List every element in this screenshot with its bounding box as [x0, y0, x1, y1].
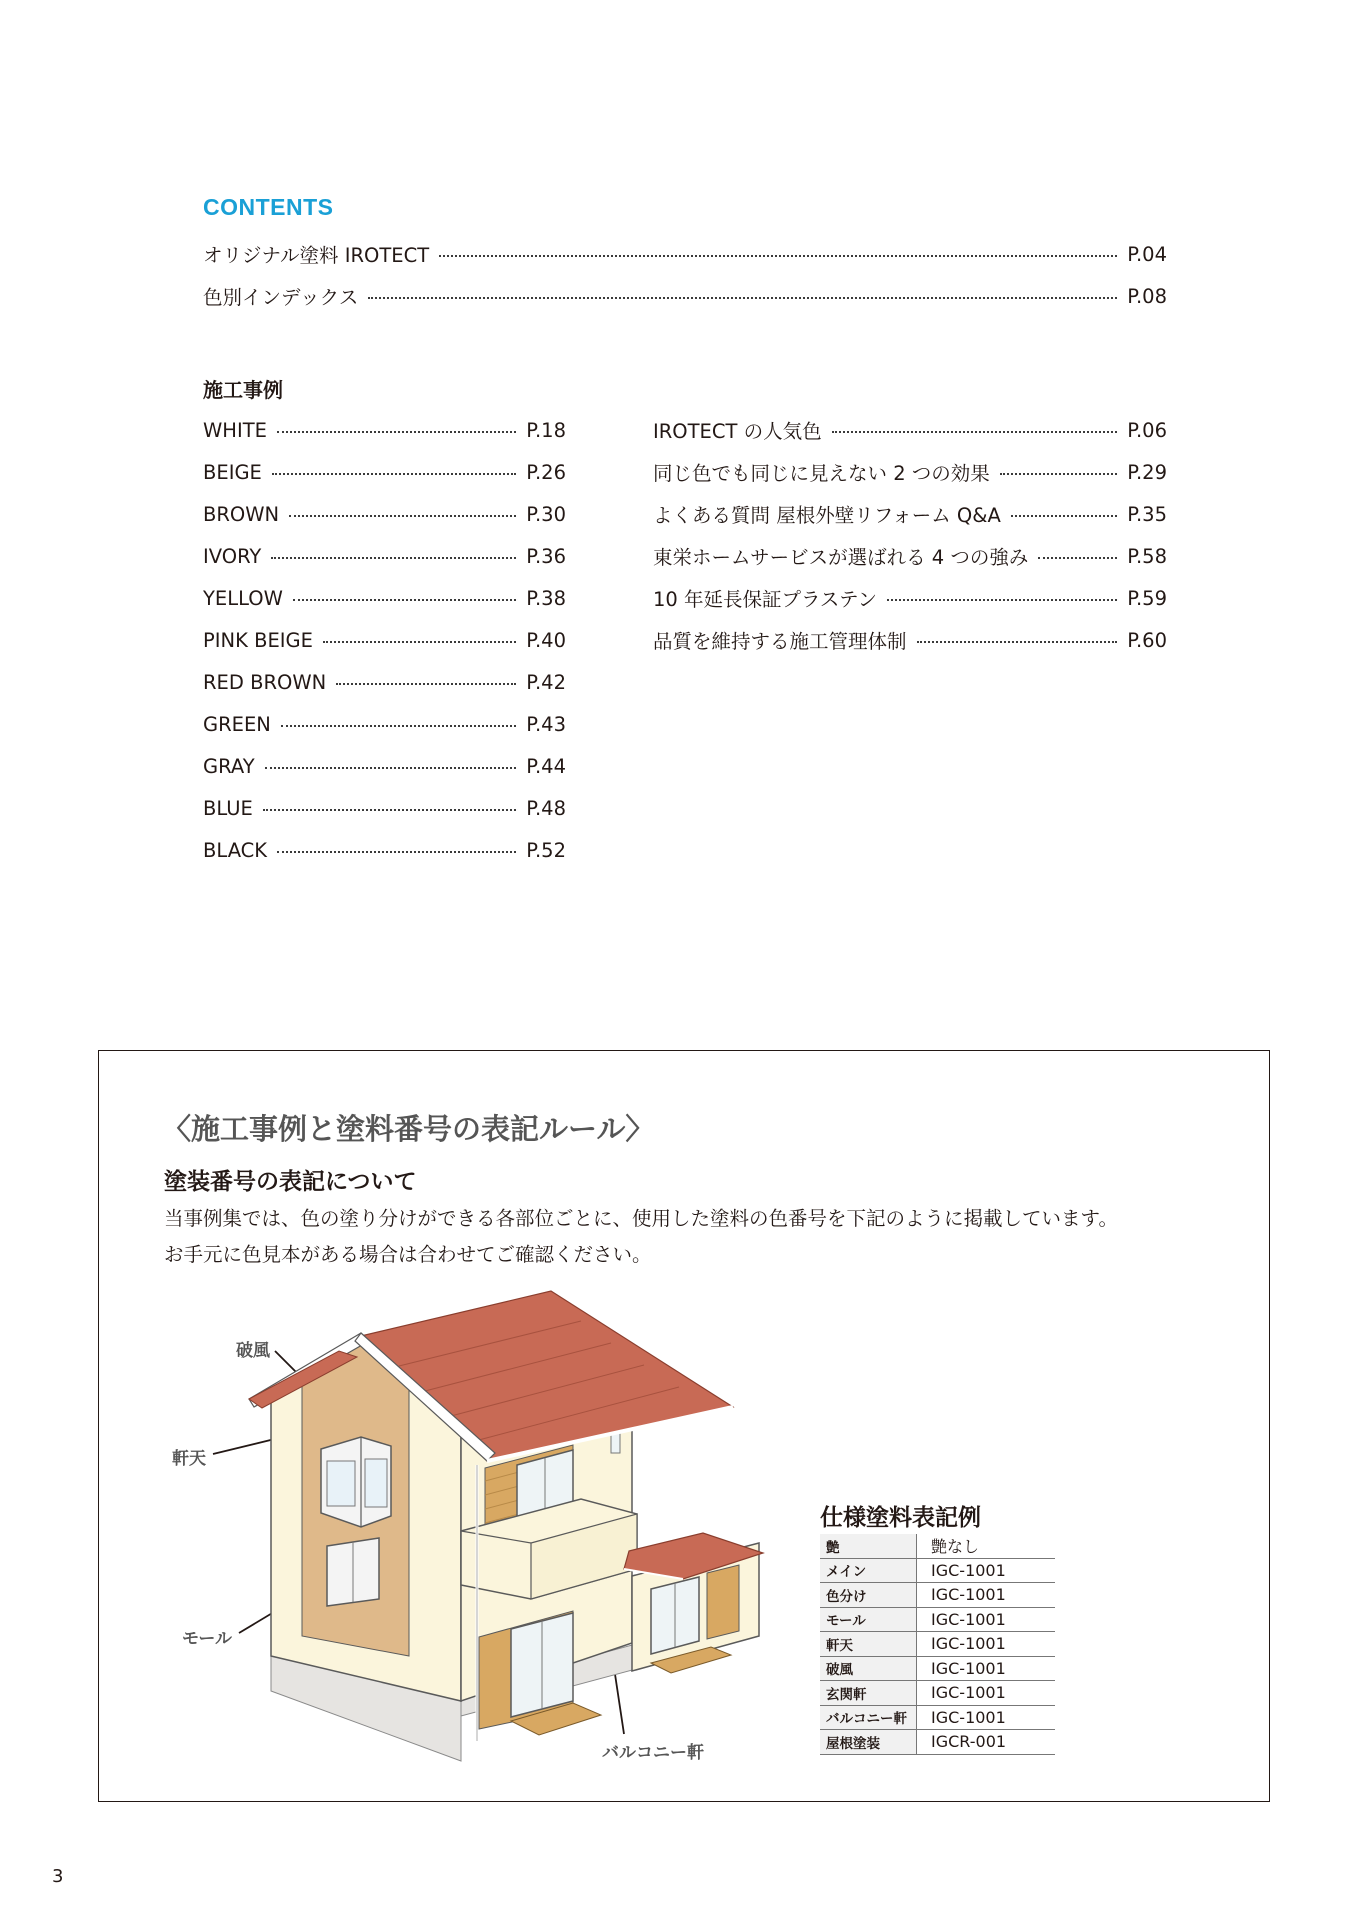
toc-item-quality[interactable] [653, 625, 1167, 655]
leader-dots [265, 767, 517, 769]
toc-item-label: GRAY [203, 754, 255, 778]
toc-item-irotect[interactable] [203, 239, 1167, 269]
toc-item-page: P.48 [526, 796, 566, 820]
contents-title: CONTENTS [203, 194, 334, 220]
toc-item-blue[interactable] [203, 793, 566, 823]
leader-dots [1038, 557, 1117, 559]
table-row [820, 1656, 1055, 1681]
toc-item-label: IVORY [203, 544, 262, 568]
toc-item-page: P.18 [526, 418, 566, 442]
toc-item-label: 色別インデックス [203, 286, 359, 309]
table-row [820, 1681, 1055, 1706]
spec-value: IGC-1001 [917, 1705, 1056, 1730]
spec-key: 艶 [820, 1534, 917, 1558]
table-row [820, 1534, 1055, 1558]
table-row [820, 1705, 1055, 1730]
toc-item-page: P.36 [526, 544, 566, 568]
toc-item-color-index[interactable] [203, 281, 1167, 311]
toc-item-label: 同じ色でも同じに見えない 2 つの効果 [653, 462, 990, 485]
leader-dots [281, 725, 516, 727]
leader-dots [289, 515, 516, 517]
spec-value: IGC-1001 [917, 1656, 1056, 1681]
toc-item-brown[interactable] [203, 499, 566, 529]
toc-item-page: P.59 [1127, 586, 1167, 610]
callout-hafu: 破風 [236, 1341, 270, 1361]
toc-item-label: BLACK [203, 838, 268, 862]
callout-nokiten: 軒天 [172, 1449, 206, 1469]
rules-text-line-2: お手元に色見本がある場合は合わせてご確認ください。 [164, 1243, 652, 1266]
toc-item-page: P.08 [1127, 284, 1167, 308]
table-row [820, 1730, 1055, 1755]
toc-item-page: P.04 [1127, 242, 1167, 266]
toc-item-four-strengths[interactable] [653, 541, 1167, 571]
spec-key: 屋根塗装 [820, 1730, 917, 1755]
toc-item-label: BROWN [203, 502, 280, 526]
spec-key: 破風 [820, 1656, 917, 1681]
table-row [820, 1607, 1055, 1632]
notation-rules-box [98, 1050, 1270, 1802]
spec-value: 艶なし [917, 1534, 1056, 1558]
toc-item-label: 品質を維持する施工管理体制 [653, 630, 907, 653]
toc-item-faq[interactable] [653, 499, 1167, 529]
toc-item-label: IROTECT の人気色 [653, 420, 822, 443]
toc-item-label: 10 年延長保証プラステン [653, 588, 878, 611]
spec-key: バルコニー軒 [820, 1705, 917, 1730]
leader-dots [323, 641, 516, 643]
toc-item-page: P.06 [1127, 418, 1167, 442]
toc-item-label: 東栄ホームサービスが選ばれる 4 つの強み [653, 546, 1029, 569]
toc-item-ivory[interactable] [203, 541, 566, 571]
leader-dots [1011, 515, 1117, 517]
toc-item-label: GREEN [203, 712, 271, 736]
toc-item-label: WHITE [203, 418, 267, 442]
toc-item-label: BEIGE [203, 460, 262, 484]
toc-item-beige[interactable] [203, 457, 566, 487]
table-row [820, 1632, 1055, 1657]
section-title-cases: 施工事例 [203, 378, 283, 402]
toc-item-page: P.44 [526, 754, 566, 778]
toc-item-green[interactable] [203, 709, 566, 739]
spec-value: IGC-1001 [917, 1558, 1056, 1583]
toc-item-black[interactable] [203, 835, 566, 865]
toc-item-label: YELLOW [203, 586, 283, 610]
leader-dots [832, 431, 1118, 433]
toc-item-label: オリジナル塗料 IROTECT [203, 244, 430, 267]
toc-item-pink-beige[interactable] [203, 625, 566, 655]
leader-dots [277, 431, 516, 433]
leader-dots [277, 851, 516, 853]
toc-item-yellow[interactable] [203, 583, 566, 613]
spec-table [820, 1534, 1055, 1755]
rules-subheading: 塗装番号の表記について [164, 1169, 417, 1195]
toc-item-label: よくある質問 屋根外壁リフォーム Q&A [653, 504, 1001, 527]
house-illustration [99, 1051, 1269, 1801]
toc-item-popular-colors[interactable] [653, 415, 1167, 445]
toc-item-page: P.60 [1127, 628, 1167, 652]
toc-item-white[interactable] [203, 415, 566, 445]
spec-value: IGC-1001 [917, 1607, 1056, 1632]
toc-item-page: P.43 [526, 712, 566, 736]
leader-dots [336, 683, 516, 685]
spec-value: IGC-1001 [917, 1632, 1056, 1657]
toc-item-page: P.40 [526, 628, 566, 652]
table-row [820, 1583, 1055, 1608]
toc-item-label: BLUE [203, 796, 253, 820]
toc-item-page: P.29 [1127, 460, 1167, 484]
toc-item-red-brown[interactable] [203, 667, 566, 697]
spec-value: IGC-1001 [917, 1583, 1056, 1608]
leader-dots [368, 297, 1117, 299]
spec-title: 仕様塗料表記例 [820, 1505, 981, 1531]
toc-item-page: P.38 [526, 586, 566, 610]
spec-key: モール [820, 1607, 917, 1632]
leader-dots [272, 473, 516, 475]
callout-balcony: バルコニー軒 [602, 1743, 704, 1763]
toc-item-page: P.42 [526, 670, 566, 694]
rules-heading: 〈施工事例と塗料番号の表記ルール〉 [162, 1112, 655, 1146]
spec-key: メイン [820, 1558, 917, 1583]
leader-dots [263, 809, 516, 811]
toc-item-gray[interactable] [203, 751, 566, 781]
toc-item-page: P.30 [526, 502, 566, 526]
leader-dots [439, 255, 1117, 257]
toc-item-page: P.35 [1127, 502, 1167, 526]
spec-value: IGC-1001 [917, 1681, 1056, 1706]
leader-dots [917, 641, 1118, 643]
toc-item-warranty[interactable] [653, 583, 1167, 613]
rules-text-line-1: 当事例集では、色の塗り分けができる各部位ごとに、使用した塗料の色番号を下記のように掲載しています。 [164, 1207, 1118, 1230]
table-row [820, 1558, 1055, 1583]
toc-item-two-effects[interactable] [653, 457, 1167, 487]
leader-dots [887, 599, 1117, 601]
toc-item-label: PINK BEIGE [203, 628, 313, 652]
leader-dots [293, 599, 516, 601]
spec-key: 色分け [820, 1583, 917, 1608]
spec-key: 玄関軒 [820, 1681, 917, 1706]
leader-dots [1000, 473, 1117, 475]
callout-mall: モール [182, 1629, 232, 1649]
toc-item-page: P.26 [526, 460, 566, 484]
page-number: 3 [52, 1866, 64, 1887]
spec-key: 軒天 [820, 1632, 917, 1657]
leader-dots [271, 557, 516, 559]
spec-value: IGCR-001 [917, 1730, 1056, 1755]
toc-item-page: P.58 [1127, 544, 1167, 568]
toc-item-page: P.52 [526, 838, 566, 862]
toc-item-label: RED BROWN [203, 670, 327, 694]
